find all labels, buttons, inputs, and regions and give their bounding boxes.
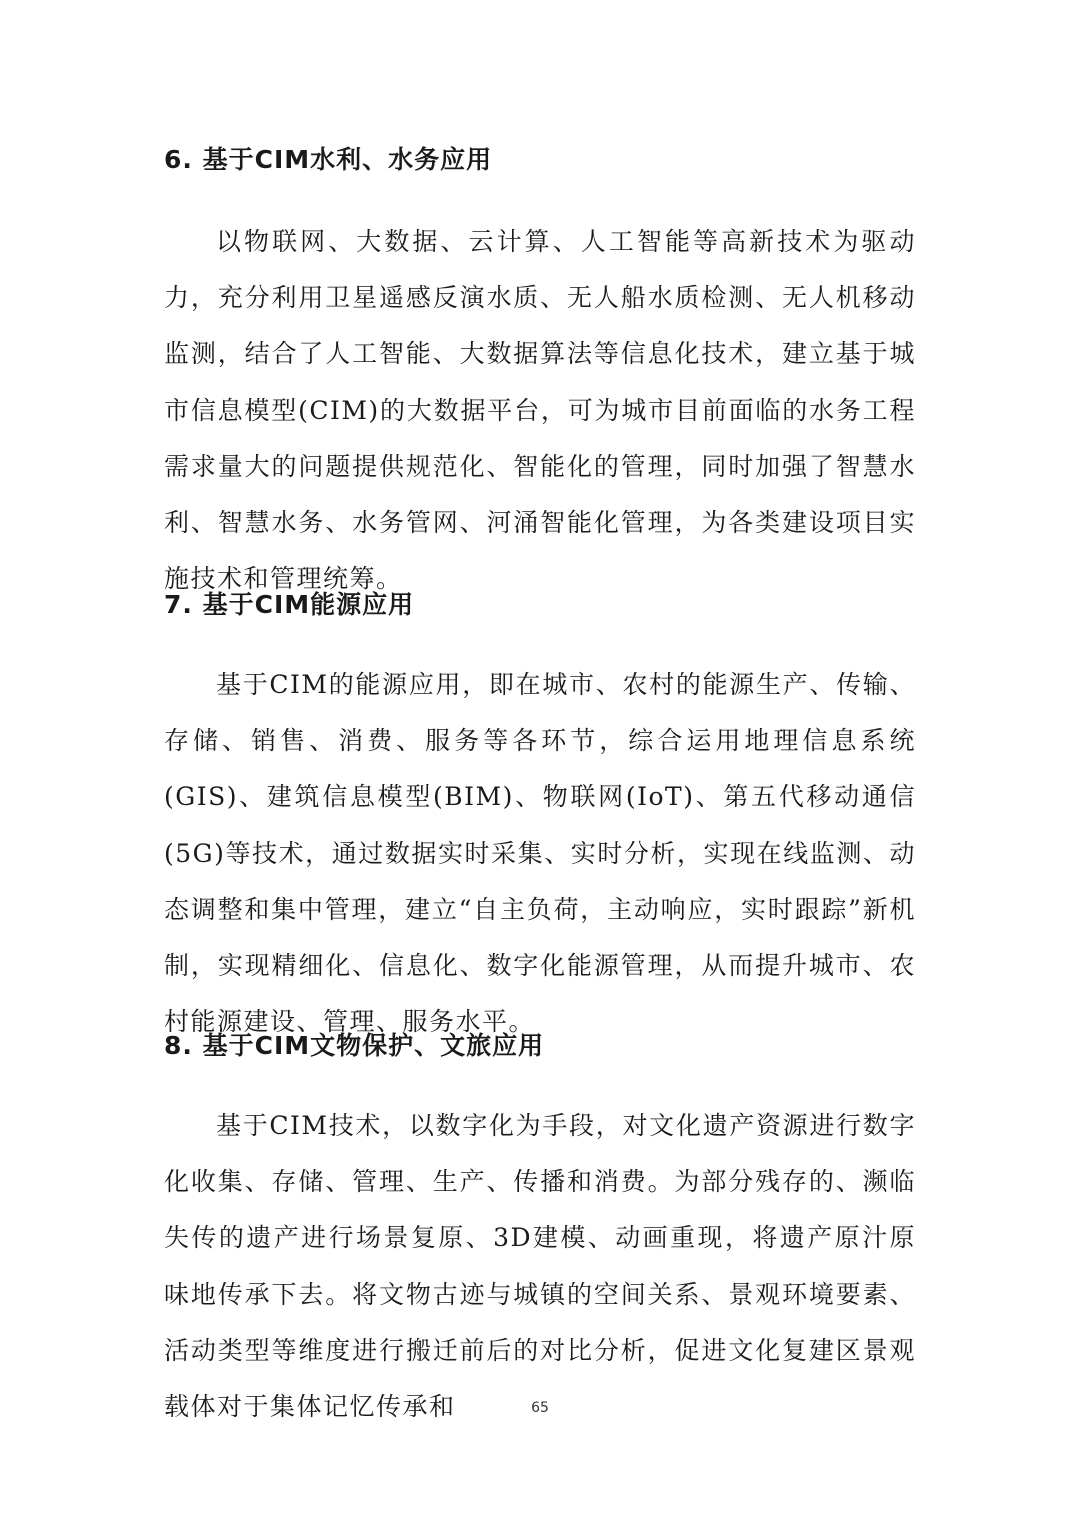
section-paragraph-8: 基于CIM技术，以数字化为手段，对文化遗产资源进行数字化收集、存储、管理、生产、传播和消费。为部分残存的、濒临失传的遗产进行场景复原、3D建模、动画重现，将遗产原汁原味地传承下去。将文物古迹与城镇的空间关系、景观环境要素、活动类型等维度进行搬迁前后的对比分析，促进文化复建区景观载体对于集体记忆传承和 [164, 1111, 916, 1422]
section-paragraph-6: 以物联网、大数据、云计算、人工智能等高新技术为驱动力，充分利用卫星遥感反演水质、无人船水质检测、无人机移动监测，结合了人工智能、大数据算法等信息化技术，建立基于城市信息模型(CIM)的大数据平台，可为城市目前面临的水务工程需求量大的问题提供规范化、智能化的管理，同时加强了智慧水利、智慧水务、水务管网、河涌智能化管理，为各类建设项目实施技术和管理统筹。 [164, 227, 916, 594]
section-paragraph-7: 基于CIM的能源应用，即在城市、农村的能源生产、传输、存储、销售、消费、服务等各环节，综合运用地理信息系统(GIS)、建筑信息模型(BIM)、物联网(IoT)、第五代移动通信(5G)等技术，通过数据实时采集、实时分析，实现在线监测、动态调整和集中管理，建立“自主负荷，主动响应，实时跟踪”新机制，实现精细化、信息化、数字化能源管理，从而提升城市、农村能源建设、管理、服务水平。 [164, 670, 916, 1037]
section-heading-7: 7. 基于CIM能源应用 [164, 590, 415, 619]
section-heading-6: 6. 基于CIM水利、水务应用 [164, 145, 493, 174]
page-number: 65 [531, 1400, 549, 1416]
section-heading-8: 8. 基于CIM文物保护、文旅应用 [164, 1031, 545, 1060]
